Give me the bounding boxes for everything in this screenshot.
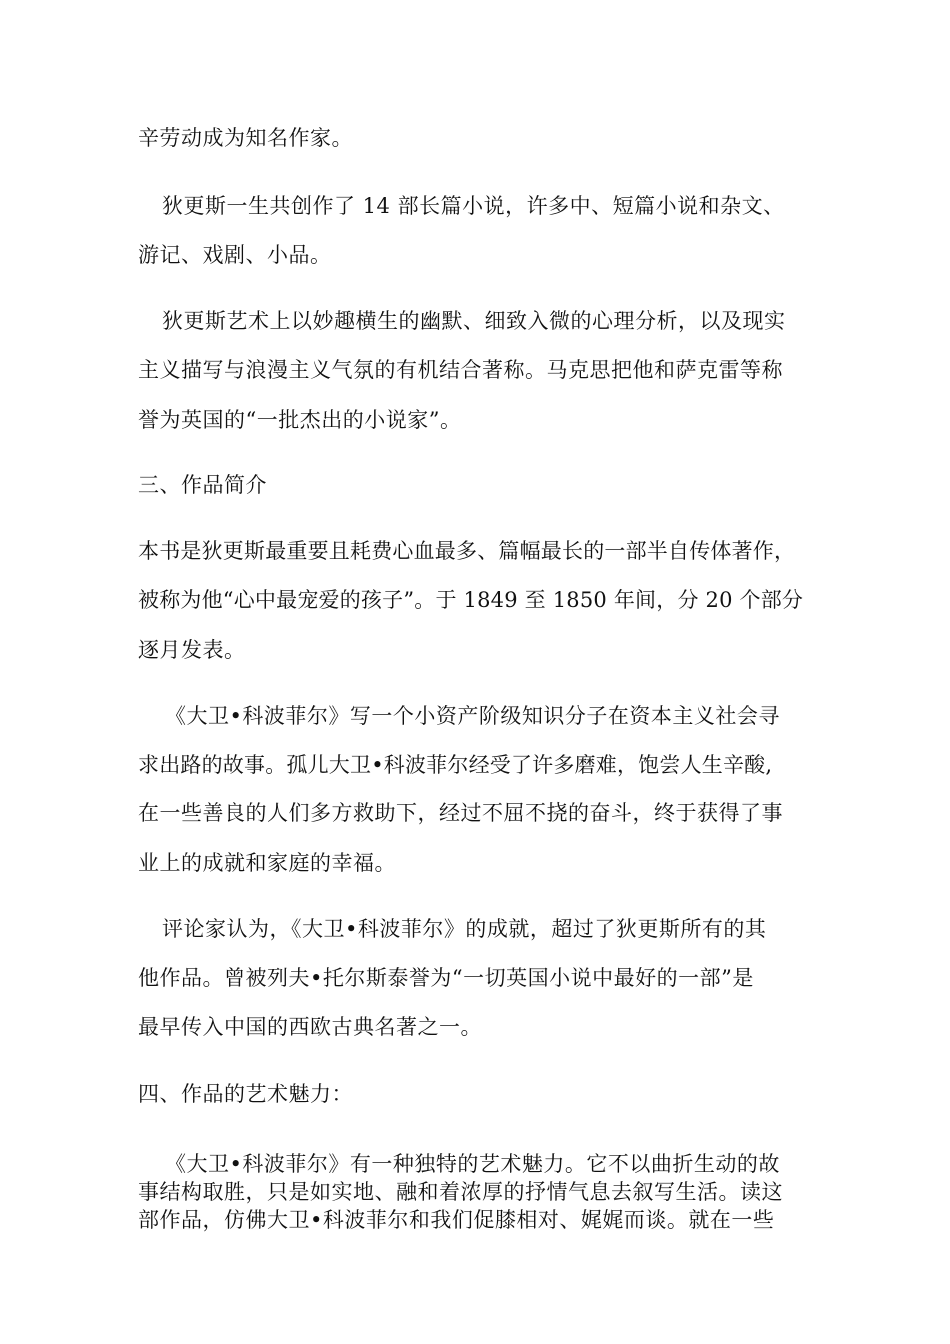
paragraph-review-line-1: 评论家认为，《大卫•科波菲尔》的成就，超过了狄更斯所有的其 bbox=[162, 917, 767, 941]
paragraph-works-line-2: 游记、戏剧、小品。 bbox=[138, 243, 332, 267]
paragraph-art-line-2: 主义描写与浪漫主义气氛的有机结合著称。马克思把他和萨克雷等称 bbox=[138, 358, 783, 382]
paragraph-review-line-3: 最早传入中国的西欧古典名著之一。 bbox=[138, 1015, 482, 1039]
section-heading-4: 四、作品的艺术魅力： bbox=[138, 1082, 353, 1106]
paragraph-works-line-1: 狄更斯一生共创作了 14 部长篇小说，许多中、短篇小说和杂文、 bbox=[162, 194, 785, 218]
paragraph-intro-line-2: 被称为他“心中最宠爱的孩子”。于 1849 至 1850 年间，分 20 个部分 bbox=[138, 588, 804, 612]
paragraph-story-line-4: 业上的成就和家庭的幸福。 bbox=[138, 851, 396, 875]
paragraph-charm-line-3: 部作品，仿佛大卫•科波菲尔和我们促膝相对、娓娓而谈。就在一些 bbox=[138, 1208, 775, 1232]
paragraph-intro-line-3: 逐月发表。 bbox=[138, 638, 246, 662]
paragraph-story-line-3: 在一些善良的人们多方救助下，经过不屈不挠的奋斗，终于获得了事 bbox=[138, 801, 783, 825]
paragraph-art-line-3: 誉为英国的“一批杰出的小说家”。 bbox=[138, 408, 462, 432]
text-line: 辛劳动成为知名作家。 bbox=[138, 126, 353, 150]
paragraph-art-line-1: 狄更斯艺术上以妙趣横生的幽默、细致入微的心理分析，以及现实 bbox=[162, 309, 786, 333]
paragraph-review-line-2: 他作品。曾被列夫•托尔斯泰誉为“一切英国小说中最好的一部”是 bbox=[138, 966, 754, 990]
paragraph-charm-line-2: 事结构取胜，只是如实地、融和着浓厚的抒情气息去叙写生活。读这 bbox=[138, 1180, 783, 1204]
paragraph-story-line-1: 《大卫•科波菲尔》写一个小资产阶级知识分子在资本主义社会寻 bbox=[165, 704, 780, 728]
paragraph-story-line-2: 求出路的故事。孤儿大卫•科波菲尔经受了许多磨难，饱尝人生辛酸, bbox=[138, 753, 773, 777]
paragraph-intro-line-1: 本书是狄更斯最重要且耗费心血最多、篇幅最长的一部半自传体著作， bbox=[138, 539, 796, 563]
section-heading-3: 三、作品简介 bbox=[138, 473, 267, 497]
paragraph-charm-line-1: 《大卫•科波菲尔》有一种独特的艺术魅力。它不以曲折生动的故 bbox=[165, 1152, 780, 1176]
